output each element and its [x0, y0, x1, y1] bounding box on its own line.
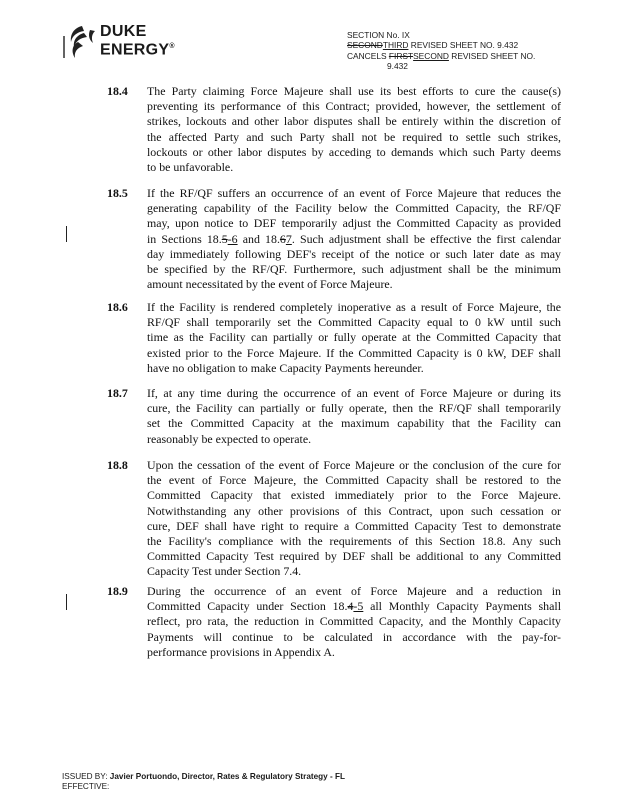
revision-bar	[66, 226, 67, 242]
logo-line-1: DUKE	[100, 23, 147, 40]
revision-bar	[66, 594, 67, 610]
section-number-label: 18.4	[107, 84, 128, 98]
section-text: Upon the cessation of the event of Force Majeure or the conclusion of the cure for the event of Force Majeure, the Committed Capacity shall be restored to the Committed Capacity that existed immediately prior to the Force Majeure. Notwithstanding any other provisions of this Contract, upon such cessation or cure, DEF shall have right to require a Committed Capacity Test to demonstrate the Facility's compliance with the requirements of this Section 18.8. Any such Committed Capacity Test required by DEF shall be additional to any Committed Capacity Test under Section 7.4.	[147, 458, 561, 579]
sheet-number: 9.432	[387, 61, 408, 72]
cancels-deleted: FIRST	[388, 50, 414, 61]
revised-line: SECONDTHIRD REVISED SHEET NO. 9.432	[347, 40, 519, 51]
section-text: If the RF/QF suffers an occurrence of an event of Force Majeure that reduces the generating capability of the Facility below the Committed Capacity, the RF/QF may, upon notice to DEF temporarily adjust the Committed Capacity as provided in Sections 18.5-6 and 18.67. Such adjustment shall be effective the first calendar day immediately following DEF's receipt of the notice or such later date as may be specified by the RF/QF. Furthermore, such adjustment shall be the minimum amount necessitated by the event of Force Majeure.	[147, 186, 561, 292]
footer	[62, 772, 345, 792]
cancels-inserted: SECOND	[413, 50, 449, 61]
issued-by-value: Javier Portuondo, Director, Rates & Regulatory Strategy - FL	[109, 772, 345, 781]
section-text: The Party claiming Force Majeure shall use its best efforts to cure the cause(s) preventing its performance of this Contract; provided, however, the settlement of strikes, lockouts and other labor disputes shall be entirely within the discretion of the affected Party and such Party shall not be required to settle such strikes, lockouts or other labor disputes by acceding to demands which such Party deems to be unfavorable.	[147, 84, 561, 175]
section-text: If, at any time during the occurrence of an event of Force Majeure or during its cure, the Facility can partially or fully operate, then the RF/QF shall temporarily set the Committed Capacity at the maximum capability that the Facility can reasonably be expected to operate.	[147, 386, 561, 446]
section-number-label: 18.5	[107, 186, 128, 200]
sheet-info	[347, 30, 587, 72]
section-number-label: 18.9	[107, 584, 128, 598]
duke-energy-logo	[62, 22, 202, 66]
section-number-label: 18.8	[107, 458, 128, 472]
issued-by-label: ISSUED BY:	[62, 772, 110, 781]
section-number-label: 18.6	[107, 300, 128, 314]
flame-logo-icon	[62, 22, 98, 62]
logo-line-2: ENERGY	[100, 41, 170, 59]
section-text: If the Facility is rendered completely inoperative as a result of Force Majeure, the RF/QF shall temporarily set the Committed Capacity equal to 0 kW until such time as the Facility can partially or fully operate at the Committed Capacity that existed prior to the Force Majeure. If the Committed Capacity is 0 kW, DEF shall have no obligation to make Capacity Payments hereunder.	[147, 300, 561, 375]
amended-line: in Sections 18.5-6 and 18.67. Such adjustment shall be effective the first calendar	[147, 231, 561, 246]
section-number-label: 18.7	[107, 386, 128, 400]
section-text: During the occurrence of an event of Force Majeure and a reduction in Committed Capacity under Section 18.4-5 all Monthly Capacity Payments shall reflect, pro rata, the reduction in Committed Capacity, and the Monthly Capacity Payments will continue to be calculated in accordance with the pay-for- performance provisions in Appendix A.	[147, 584, 561, 659]
amended-line: Committed Capacity under Section 18.4-5 all Monthly Capacity Payments shall	[147, 599, 561, 614]
section-number: SECTION No. IX	[347, 30, 410, 40]
effective-label: EFFECTIVE:	[62, 782, 110, 792]
cancels-line: CANCELS FIRSTSECOND REVISED SHEET NO.	[347, 50, 536, 61]
registered-mark: ®	[169, 43, 175, 50]
revised-deleted: SECOND	[347, 40, 383, 51]
revised-inserted: THIRD	[382, 40, 409, 51]
